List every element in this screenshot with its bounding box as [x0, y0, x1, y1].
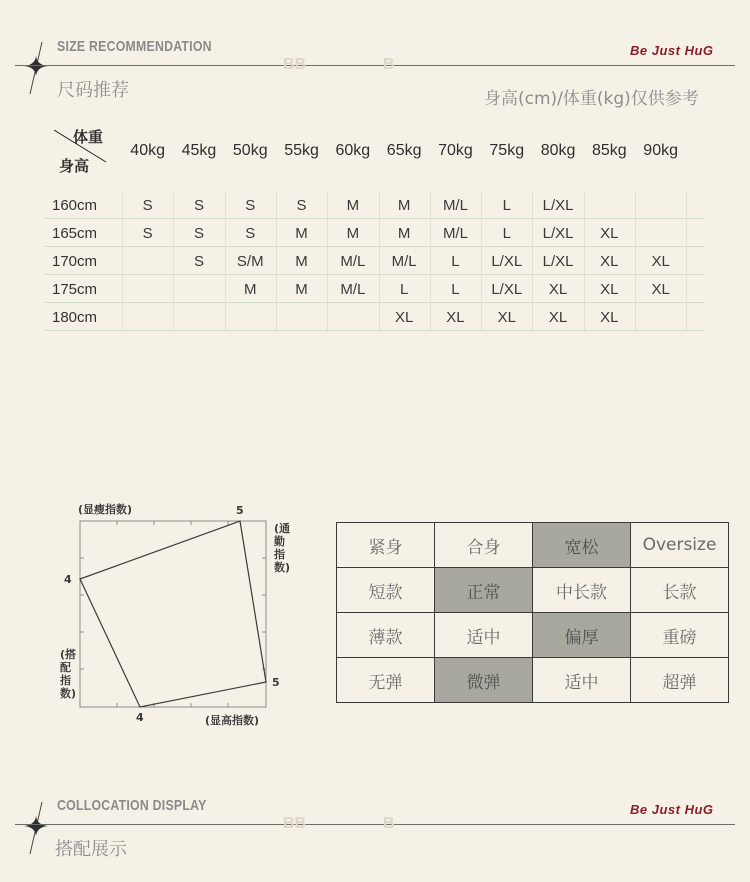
watermark-logo: BB: [283, 56, 307, 73]
attribute-row: [337, 568, 729, 613]
attribute-cell: 长款: [631, 568, 729, 613]
header-divider: [15, 824, 735, 825]
size-cell: M: [295, 253, 308, 270]
size-header: [0, 0, 750, 110]
attribute-row: [337, 658, 729, 703]
weight-header: 60kg: [335, 142, 371, 159]
size-cell: XL: [446, 309, 465, 326]
radar-bottom-value: 4: [136, 711, 144, 724]
attribute-row: [337, 523, 729, 568]
size-cell: M/L: [391, 253, 417, 270]
size-cell: M/L: [340, 253, 366, 270]
size-cell: XL: [548, 281, 568, 298]
section-title-en: SIZE RECOMMENDATION: [57, 38, 212, 55]
attribute-cell: 短款: [337, 568, 435, 613]
size-cell: L: [399, 281, 409, 298]
size-cell: S/M: [236, 253, 264, 270]
attribute-cell-selected: 宽松: [533, 523, 631, 568]
weight-header: 70kg: [438, 142, 473, 159]
header-divider: [15, 65, 735, 66]
collocation-header: [0, 760, 750, 870]
table-row-line: [45, 274, 705, 275]
size-cell: S: [193, 197, 204, 214]
size-cell: XL: [600, 253, 619, 270]
size-cell: S: [245, 197, 256, 214]
size-cell: L/XL: [542, 253, 574, 270]
attribute-cell: 紧身: [337, 523, 435, 568]
corner-weight-label: 体重: [73, 129, 104, 146]
radar-right-value: 5: [272, 676, 280, 689]
size-cell: M/L: [340, 281, 366, 298]
height-label: 180cm: [52, 309, 98, 326]
table-row-line: [45, 330, 705, 331]
size-cell: S: [142, 197, 153, 214]
table-row-line: [45, 218, 705, 219]
attribute-cell: 薄款: [337, 613, 435, 658]
attribute-cell: 无弹: [337, 658, 435, 703]
weight-header: 45kg: [181, 142, 217, 159]
attribute-cell-selected: 正常: [435, 568, 533, 613]
weight-header: 85kg: [591, 142, 627, 159]
watermark-logo: B: [383, 815, 395, 832]
attribute-grid: [336, 522, 729, 703]
radar-top-value: 5: [236, 504, 244, 517]
radar-diagram: [50, 495, 300, 735]
radar-bottom-label: (显高指数): [205, 714, 260, 727]
size-cell: S: [142, 225, 153, 242]
weight-header: 55kg: [284, 142, 319, 159]
radar-right-label: (通勤指数): [274, 522, 291, 574]
radar-left-value: 4: [64, 573, 72, 586]
table-col-line: [686, 192, 687, 330]
size-cell: XL: [394, 309, 414, 326]
attribute-cell: 适中: [533, 658, 631, 703]
size-cell: M: [346, 197, 360, 214]
corner-height-label: 身高: [59, 158, 90, 175]
size-cell: L: [502, 225, 511, 242]
sparkle-icon: [14, 800, 54, 856]
height-label: 160cm: [52, 197, 98, 214]
height-label: 175cm: [52, 281, 98, 298]
brand-logo: Be Just HuG: [630, 802, 714, 817]
size-cell: M: [346, 225, 360, 242]
attribute-cell-selected: 偏厚: [533, 613, 631, 658]
table-row-line: [45, 190, 705, 191]
table-row-line: [45, 302, 705, 303]
index-radar: [50, 495, 300, 735]
weight-header: 80kg: [540, 142, 576, 159]
size-cell: XL: [548, 309, 568, 326]
radar-top-label: (显瘦指数): [78, 503, 133, 516]
size-cell: S: [193, 225, 204, 242]
weight-header: 50kg: [232, 142, 268, 159]
size-cell: M/L: [442, 197, 468, 214]
section-title-cn: 尺码推荐: [57, 80, 129, 101]
attribute-cell: 中长款: [533, 568, 631, 613]
attribute-cell: 重磅: [631, 613, 729, 658]
table-row-line: [45, 246, 705, 247]
size-cell: XL: [600, 309, 619, 326]
size-cell: XL: [497, 309, 516, 326]
section-title-cn: 搭配展示: [55, 839, 127, 860]
radar-left-label: (搭配指数): [60, 648, 77, 700]
size-cell: XL: [600, 281, 619, 298]
brand-logo: Be Just HuG: [630, 43, 714, 58]
weight-header: 65kg: [386, 142, 422, 159]
size-cell: L: [451, 281, 460, 298]
weight-header: 40kg: [130, 142, 165, 159]
size-cell: L: [451, 253, 460, 270]
attribute-cell: 超弹: [631, 658, 729, 703]
section-title-en: COLLOCATION DISPLAY: [57, 797, 207, 814]
watermark-logo: BB: [283, 815, 307, 832]
size-cell: M/L: [442, 225, 468, 242]
size-cell: L/XL: [542, 197, 574, 214]
weight-header: 75kg: [489, 142, 525, 159]
reference-note: 身高(cm)/体重(kg)仅供参考: [484, 89, 699, 109]
sparkle-icon: [14, 40, 54, 96]
size-cell: L/XL: [491, 281, 523, 298]
size-cell: M: [243, 281, 257, 298]
size-cell: L: [502, 197, 511, 214]
weight-header: 90kg: [643, 142, 678, 159]
size-cell: S: [193, 253, 204, 270]
height-label: 170cm: [52, 253, 98, 270]
size-cell: S: [296, 197, 307, 214]
height-label: 165cm: [52, 225, 98, 242]
size-cell: M: [397, 225, 411, 242]
size-table: [0, 120, 750, 340]
size-cell: M: [397, 197, 411, 214]
radar-polygon: [80, 521, 266, 707]
size-cell: M: [295, 281, 308, 298]
size-cell: L/XL: [491, 253, 523, 270]
size-cell: XL: [651, 253, 670, 270]
attribute-cell: 合身: [435, 523, 533, 568]
size-cell: M: [295, 225, 308, 242]
attribute-cell-selected: 微弹: [435, 658, 533, 703]
size-cell: S: [245, 225, 256, 242]
size-cell: XL: [651, 281, 670, 298]
attribute-row: [337, 613, 729, 658]
size-cell: XL: [600, 225, 619, 242]
size-cell: L/XL: [542, 225, 574, 242]
watermark-logo: B: [383, 56, 395, 73]
attribute-cell: 适中: [435, 613, 533, 658]
attribute-cell: Oversize: [631, 523, 729, 568]
